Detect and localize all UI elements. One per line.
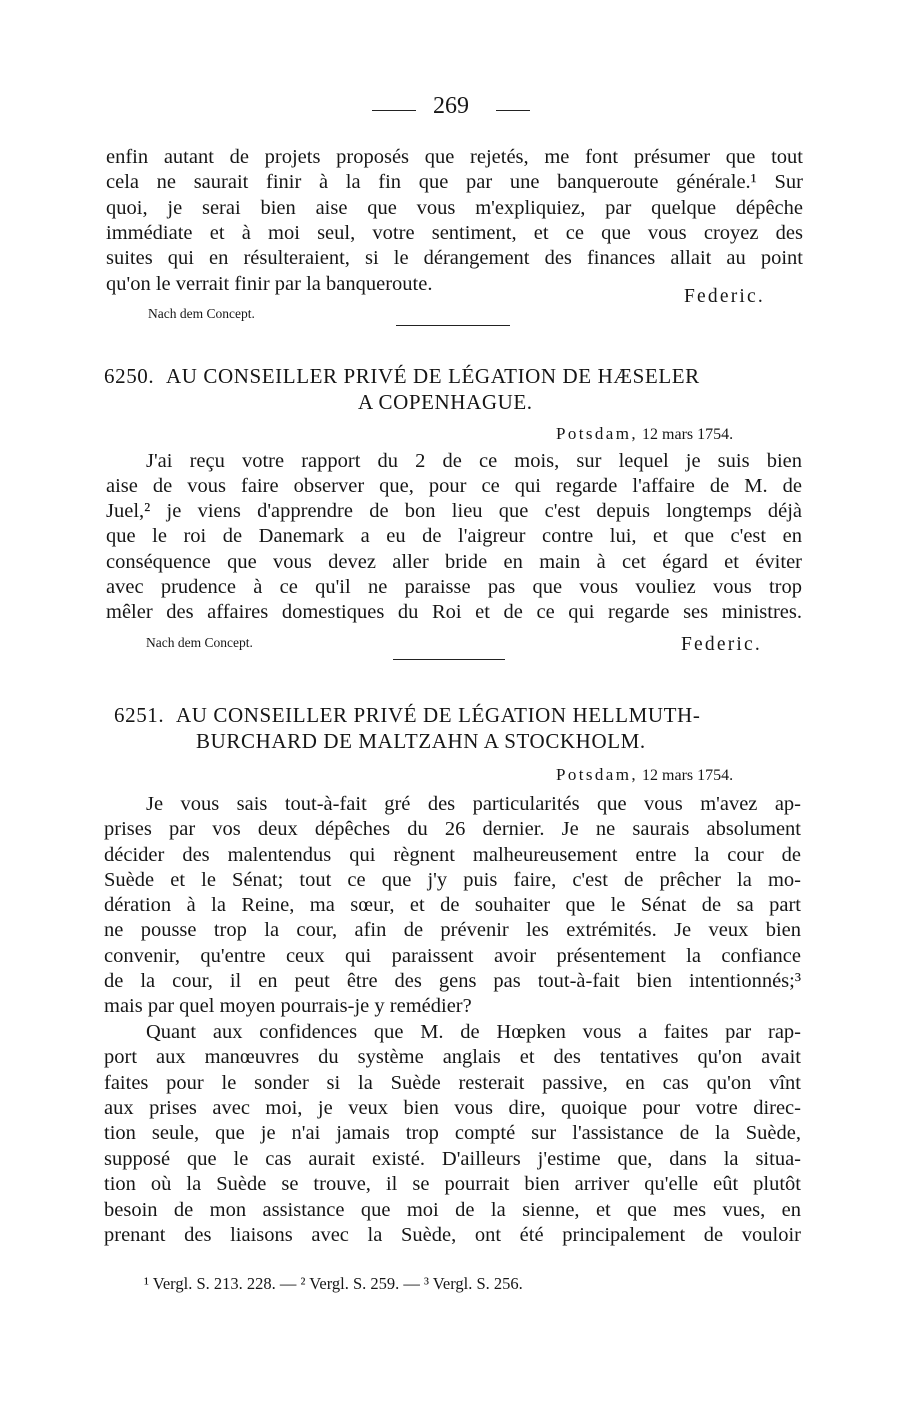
text-line: conséquence que vous devez aller bride en main à cet égard et éviter [106,551,802,573]
text-line: Suède et le Sénat; tout ce que j'y puis faire, c'est de prêcher la mo- [104,869,801,891]
section-divider [396,325,510,326]
text-line: suites qui en résulteraient, si le dérangement des finances allait au point [106,247,803,269]
footnotes: ¹ Vergl. S. 213. 228. — ² Vergl. S. 259. — ³ Vergl. S. 256. [144,1274,523,1293]
letter-title: AU CONSEILLER PRIVÉ DE LÉGATION DE HÆSELER [165,364,700,388]
signature: Federic. [684,286,765,307]
text-line: décider des malentendus qui règnent malheureusement entre la cour de [104,844,801,866]
text-line: que le roi de Danemark a eu de l'aigreur contre lui, et que c'est en [106,525,802,547]
text-line: supposé que le cas aurait existé. D'ailleurs j'estime que, dans la situa- [104,1148,801,1170]
source-note: Nach dem Concept. [148,306,255,321]
text-line: tion où la Suède se trouve, il se pourrait bien arriver qu'elle eût plutôt [104,1173,801,1195]
text-line: qu'on le verrait finir par la banqueroute. [106,273,433,295]
text-line: port aux manœuvres du système anglais et des tentatives qu'on avait [104,1046,801,1068]
page-number: 269 [433,93,469,119]
text-line: prises par vos deux dépêches du 26 dernier. Je ne saurais absolument [104,818,801,840]
date-place: Potsdam, [556,765,639,784]
text-line: Je vous sais tout-à-fait gré des particularités que vous m'avez ap- [146,793,801,815]
text-line: tion seule, que je n'ai jamais trop compté sur l'assistance de la Suède, [104,1122,801,1144]
letter-heading-line2: A COPENHAGUE. [358,390,533,414]
text-line: de la cour, il en peut être des gens pas tout-à-fait bien intentionnés;³ [104,970,801,992]
text-line: enfin autant de projets proposés que rejetés, me font présumer que tout [106,146,803,168]
text-line: quoi, je serai bien aise que vous m'expliquiez, par quelque dépêche [106,197,803,219]
letter-title: AU CONSEILLER PRIVÉ DE LÉGATION HELLMUTH- [175,703,701,727]
date-place: Potsdam, [556,424,639,443]
section-divider [393,659,505,660]
text-line: dération à la Reine, ma sœur, et de souhaiter que le Sénat de sa part [104,894,801,916]
text-line: besoin de mon assistance que moi de la sienne, et que mes vues, en [104,1199,801,1221]
text-line: immédiate et à moi seul, votre sentiment, et ce que vous croyez des [106,222,803,244]
text-line: aise de vous faire observer que, pour ce qui regarde l'affaire de M. de [106,475,802,497]
letter-number: 6250. [104,364,155,388]
letter-date [556,424,733,444]
letter-date [556,765,733,785]
letter-heading [104,364,700,389]
signature: Federic. [681,634,762,655]
text-line: aux prises avec moi, je veux bien vous dire, quoique pour votre direc- [104,1097,801,1119]
letter-heading [114,703,700,728]
text-line: faites pour le sonder si la Suède resterait passive, en cas qu'on vînt [104,1072,801,1094]
source-note: Nach dem Concept. [146,635,253,650]
text-line: ne pousse trop la cour, afin de prévenir les extrémités. Je veux bien [104,919,801,941]
text-line: J'ai reçu votre rapport du 2 de ce mois, sur lequel je suis bien [146,450,802,472]
text-line: prenant des liaisons avec la Suède, ont été principalement de vouloir [104,1224,801,1246]
header-rule-right [496,110,530,111]
text-line: convenir, qu'entre ceux qui paraissent avoir présentement la confiance [104,945,801,967]
date-value: 12 mars 1754. [642,767,734,784]
letter-heading-line2: BURCHARD DE MALTZAHN A STOCKHOLM. [196,729,646,753]
date-value: 12 mars 1754. [642,426,734,443]
text-line: mêler des affaires domestiques du Roi et de ce qui regarde ses ministres. [106,601,802,623]
letter-number: 6251. [114,703,165,727]
text-line: Quant aux confidences que M. de Hœpken vous a faites par rap- [146,1021,801,1043]
text-line: avec prudence à ce qu'il ne paraisse pas que vous vouliez vous trop [106,576,802,598]
text-line: cela ne saurait finir à la fin que par une banqueroute générale.¹ Sur [106,171,803,193]
text-line: mais par quel moyen pourrais-je y remédier? [104,995,472,1017]
text-line: Juel,² je viens d'apprendre de bon lieu que c'est depuis longtemps déjà [106,500,802,522]
header-rule-left [372,110,416,111]
